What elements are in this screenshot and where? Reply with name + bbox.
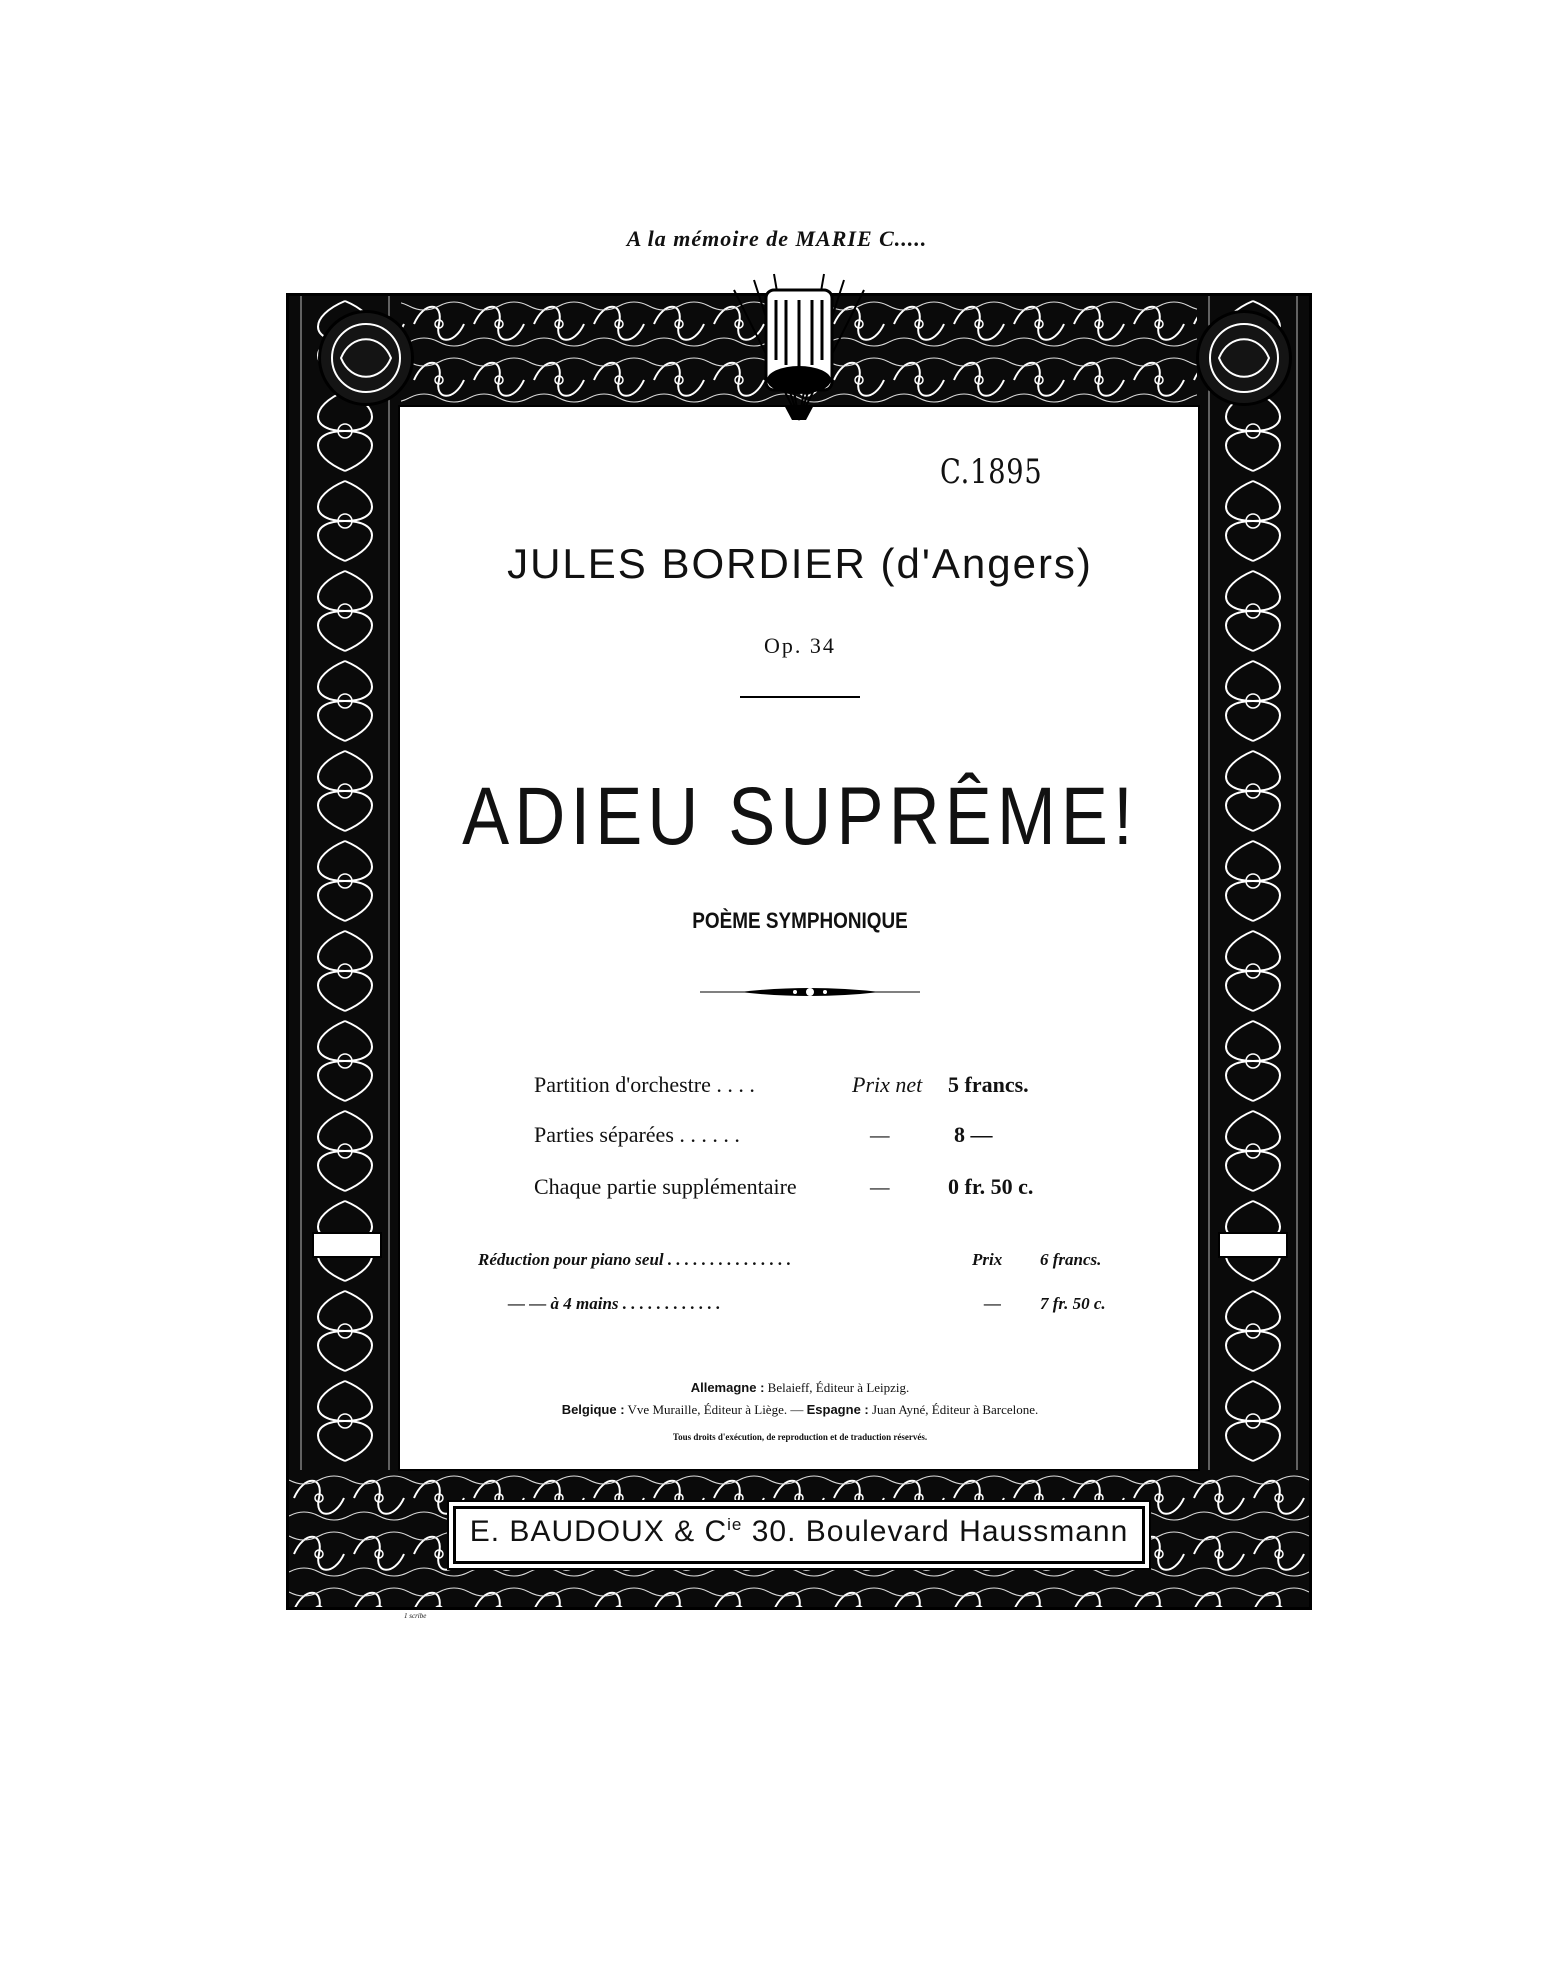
distributor-line (400, 1402, 1200, 1418)
library-stamp: C.1895 (940, 452, 1043, 492)
reduction-label: — — à 4 mains . . . . . . . . . . . . (508, 1294, 721, 1313)
reduction-value: 7 fr. 50 c. (1040, 1294, 1106, 1313)
distributor-country: Allemagne : (690, 1380, 765, 1395)
price-value: 0 fr. 50 c. (948, 1174, 1034, 1199)
price-label: Parties séparées . . . . . . (534, 1122, 740, 1147)
distributor-name: Vve Muraille, Éditeur à Liège. — (627, 1402, 804, 1417)
monogram-medallion-right (1196, 310, 1292, 406)
distributor-country: Espagne : (806, 1402, 869, 1417)
ornament-band-left (289, 296, 401, 1607)
price-value: 8 — (954, 1122, 993, 1147)
publisher-suffix: ie (727, 1515, 743, 1534)
reduction-label: Réduction pour piano seul . . . . . . . . . . . . . . . (478, 1250, 792, 1269)
publisher-name: E. BAUDOUX & C (469, 1515, 728, 1548)
composer-name: JULES BORDIER (d'Angers) (507, 540, 1093, 587)
distributor-line (400, 1380, 1200, 1396)
divider-rule (740, 696, 860, 698)
work-subtitle: POÈME SYMPHONIQUE (692, 908, 908, 933)
reduction-term: Prix (972, 1250, 1003, 1269)
distributor-name: Juan Ayné, Éditeur à Barcelone. (871, 1402, 1039, 1417)
distributor-name: Belaieff, Éditeur à Leipzig. (767, 1380, 910, 1395)
reduction-value: 6 francs. (1040, 1250, 1102, 1269)
price-term: Prix net (852, 1072, 923, 1097)
price-term: — (870, 1122, 890, 1147)
monogram-medallion-left (318, 310, 414, 406)
publisher-address: 30. Boulevard Haussmann (742, 1515, 1129, 1548)
ornament-band-right (1197, 296, 1309, 1607)
price-label: Chaque partie supplémentaire (534, 1174, 797, 1199)
price-value: 5 francs. (948, 1072, 1029, 1097)
reduction-term: — (984, 1294, 1001, 1313)
price-term: — (870, 1174, 890, 1199)
rights-notice: Tous droits d'exécution, de reproduction et de traduction réservés. (672, 1432, 928, 1442)
opus-number: Op. 34 (764, 633, 836, 658)
distributor-country: Belgique : (561, 1402, 625, 1417)
publisher-imprint (453, 1515, 1145, 1549)
work-title: ADIEU SUPRÊME! (462, 771, 1138, 862)
price-label: Partition d'orchestre . . . . (534, 1072, 755, 1097)
lyre-ornament (714, 270, 884, 430)
flourish-divider (700, 982, 920, 1002)
engraver-credit: 1 scribe (404, 1612, 427, 1620)
dedication: A la mémoire de MARIE C..... (626, 226, 928, 251)
side-cartouche-right (1218, 1232, 1288, 1258)
side-cartouche-left (312, 1232, 382, 1258)
